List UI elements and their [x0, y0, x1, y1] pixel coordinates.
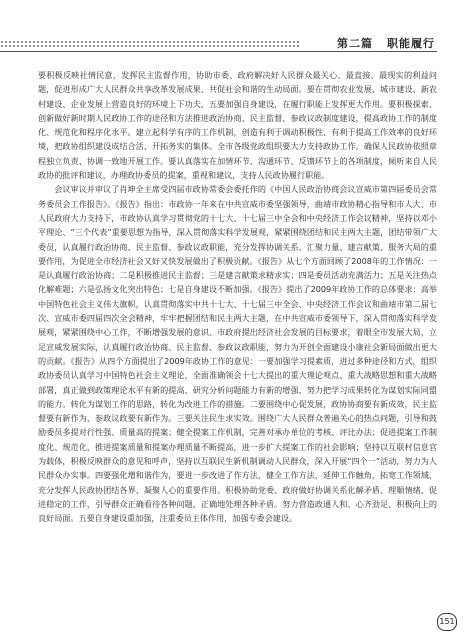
header-dot-band [0, 40, 300, 47]
paragraph-2: 会议审议并审议了肖坤全主席受四届市政协常委会委托作的《中国人民政治协商会议宣威市第四届委员会常务委员会工作报告》。《报告》指出：市政协一年来在中共宣威市委坚强领导，曲靖市政协精心指导和市人大、市人民政府大力支持下，市政协认真学习贯彻党的十七大、十七届三中全会和中央经济工作会议精神，坚持以邓小平理论、“三个代表”重要思想为指导，深入贯彻落实科学发展观，紧紧围绕团结和民主两大主题，团结带领广大委员，认真履行政治协商、民主监督、参政议政职能，充分发挥协调关系、汇聚力量、建言献策、服务大局的重要作用，为促进全市经济社会又好又快发展做出了积极贡献。《报告》从七个方面回顾了2008年的工作情况：一是认真履行政治协商；二是积极推进民主监督；三是建言献策求精求实；四是委员活动充满活力；五是关注热点化解难题；六是弘扬文化突出特色；七是自身建设不断加强。《报告》提出了2009年政协工作的总体要求：高举中国特色社会主义伟大旗帜，认真贯彻落实中共十七大、十七届三中全会、中央经济工作会议和曲靖市第二届七次、宣威市委四届四次全会精神，牢牢把握团结和民主两大主题，在中共宣威市委领导下，深入贯彻落实科学发展观，紧紧围绕中心工作，不断增强发展的意识、市政府提出经济社会发展的目标要求，着眼全市发展大局，立足宣威发展实际，认真履行政治协商、民主监督、参政议政职能，努力为开创全面建设小康社会新局面做出更大的贡献。《报告》从四个方面提出了2009年政协工作的意见：一要加强学习提素质，进过多种途径和方式，组织政协委员认真学习中国特色社会主义理论，全面准确领会十七大提出的重大理论观点、重大战略思想和重大战略部署，真正做到政策理论水平有新的提高、研究分析问题能力有新的增强、努力把学习成果转化为谋划实际同盟的能力。转化为谋划工作的思路，转化为改进工作的措施。二要围绕中心促发展，政协协商要有新成效，民主监督要有新作为，参政议政要有新作为。三要关注民生求实效。围绕广大人民群众普遍关心的热点问题，引导和鼓励委员多提对行性强、质量高的提案；健全提案工作机制，完善对承办单位的考核、评比办法；促进提案工作制度化、规范化，推进提案质量和提案办理质量不断提高，进一步扩大提案工作的社会影响；坚持以互联村信息官为载体，积极反映群众的意见和呼声，坚持以互联民生新机制调动人民群众，深入开展“四个一”活动，努力为人民群众办实事。四要强化增和谐作为，要进一步改进了作方法，健全工作方法，延伸工作触角，拓宽工作领域，充分发挥人民政协团结各界、凝聚人心的重要作用。积极协助党委、政府做好协调关系化解矛盾、理顺情绪、促进稳定的工作，引导群众正确看待各种问题，正确地处理各种矛盾。努力营造政通人和、心齐劲足、积极向上的良好局面。五要自身建设重加强，注重委员主体作用，加强专委会建设。 [38, 184, 437, 524]
body-text [38, 68, 437, 526]
running-header [337, 35, 435, 51]
header-section: 职能履行 [387, 37, 435, 50]
header-rule [0, 51, 437, 52]
header-chapter: 第二篇 [337, 37, 373, 50]
paragraph-1: 要积极反映社情民意，发挥民主监督作用，协助市委、政府解决好人民群众最关心、最直接、最现实的利益问题，促进形成广大人民群众共享改革发展成果、共促社会和谐的生动局面。要在贯彻农业发展、城市建设、新农村建设、企业发展上营造良好的环境上下功夫，五要加强自身建设，在履行职能上发挥更大作用。要积极探索、创新做好新时期人民政协工作的途径和方法推进政治协商、民主监督、参政议政制度建设，提高政协工作的制度化、规范化和程序化水平。建立起科学有序的工作机制，创造有利于调动积极性、有利于提高工作效率的良好环境，把政协组织建设成结合活、开拓务实的集体。全市各级党政组织要大力支持政协工作，确保人民政协依照章程独立负责、协调一致地开展工作。要认真落实在加情环节、沟通环节、反馈环节上的各项制度，倾听来自人民政协的批评和建议，办理政协委员的提案，重视和建议，支持人民政协履行职能。 [38, 70, 437, 181]
page-number: 151 [437, 613, 457, 631]
